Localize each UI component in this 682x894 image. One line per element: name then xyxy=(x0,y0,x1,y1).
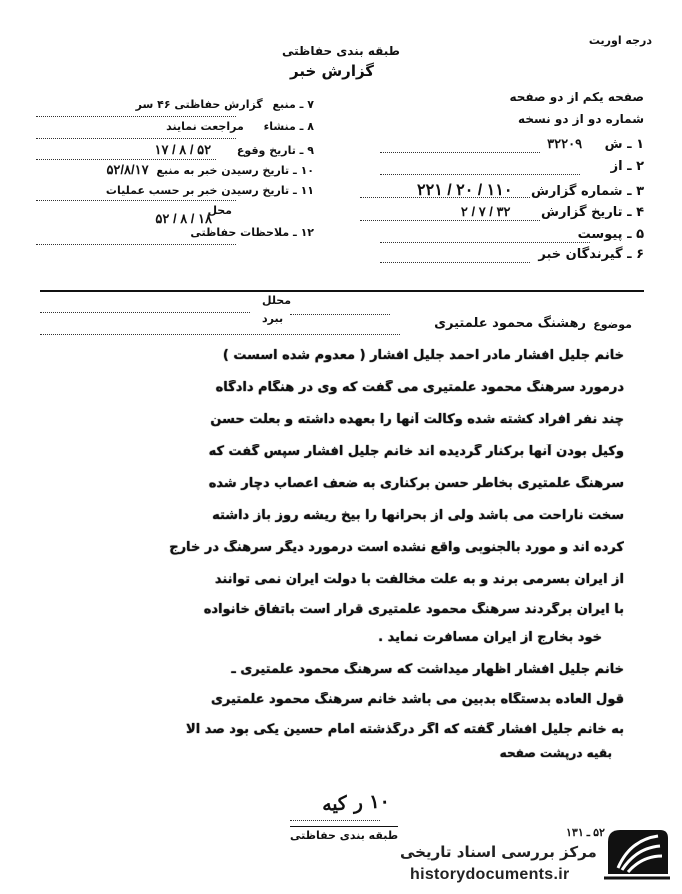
field-label: ۲ ـ از xyxy=(610,159,644,174)
field-label: محل xyxy=(207,204,232,217)
field-value: ۵۲ / ۸ / ۱۸ xyxy=(155,211,212,226)
field-row xyxy=(461,204,644,220)
body-line: چند نفر افراد کشته شده وکالت آنها را بعهده داشته و بعلت حسن xyxy=(210,412,624,427)
right-dots-3 xyxy=(360,197,530,198)
left-dots-1 xyxy=(36,116,236,117)
body-line: خانم جلیل افشار مادر احمد جلیل افشار ( معدوم شده اسست ) xyxy=(222,348,624,363)
archive-logo-icon xyxy=(600,820,674,886)
body-line: بقیه درپشت صفحه xyxy=(499,746,612,760)
subject-label: موضوع xyxy=(593,318,632,331)
subject-dots-bottom xyxy=(40,334,400,335)
left-dots-5 xyxy=(36,244,236,245)
field-value: ۵۲/۸/۱۷ xyxy=(106,162,149,177)
subject-side-label-1: محلل xyxy=(262,294,292,307)
field-value: گزارش حفاظتی ۴۶ سر xyxy=(135,98,263,111)
field-label: ۴ ـ تاریخ گزارش xyxy=(541,205,644,220)
field-row xyxy=(136,98,314,111)
right-dots-5 xyxy=(380,242,590,243)
agency-top: طبقه بندی حفاظتی xyxy=(282,44,400,58)
field-row xyxy=(154,142,314,158)
body-line: درمورد سرهنگ محمود علمتیری می گفت که وی در هنگام دادگاه xyxy=(215,380,624,395)
left-dots-3 xyxy=(36,159,216,160)
right-dots-1 xyxy=(380,152,540,153)
right-dots-6 xyxy=(380,262,530,263)
field-row xyxy=(190,226,314,239)
watermark-title: مرکز بررسی اسناد تاریخی xyxy=(400,843,597,861)
left-dots-4 xyxy=(36,200,236,201)
signature-dots xyxy=(290,820,380,821)
page-count: صفحه یکم از دو صفحه xyxy=(509,90,644,104)
field-value: مراجعت نمایند xyxy=(166,120,244,133)
field-row xyxy=(166,120,314,133)
body-line: به خانم جلیل افشار گفته که اگر درگذشته امام حسین یکی بود صد الا xyxy=(186,722,624,737)
body-line: خانم جلیل افشار اظهار میداشت که سرهنگ محمود علمتیری ـ xyxy=(231,662,624,677)
field-label: ۱۱ ـ تاریخ رسیدن خبر بر حسب عملیات xyxy=(105,184,314,197)
field-value: ۳۲ / ۷ / ۲ xyxy=(460,204,511,219)
field-label: ۱۲ ـ ملاحظات حفاظتی xyxy=(190,226,314,239)
field-value: ۵۲ / ۸ / ۱۷ xyxy=(154,142,212,157)
agency-bottom: طبقه بندی حفاظتی xyxy=(290,826,398,842)
field-row xyxy=(578,226,644,242)
subject-dots-left xyxy=(40,312,250,313)
subject-dots-mid xyxy=(290,314,390,315)
field-row xyxy=(155,208,212,227)
field-row xyxy=(106,184,314,197)
field-row xyxy=(611,158,644,174)
right-dots-4 xyxy=(360,220,540,221)
body-line: وکیل بودن آنها برکنار گردیده اند خانم جلیل افشار سپس گفت که xyxy=(208,444,624,459)
watermark-url: historydocuments.ir xyxy=(410,866,570,883)
subject-value: رهشنگ محمود علمتیری xyxy=(434,316,586,331)
body-line: از ایران بسرمی برند و به علت مخالفت با دولت ایران نمی توانند xyxy=(214,572,624,587)
body-line: با ایران برگردند سرهنگ محمود علمتیری قرار است باتفاق خانواده xyxy=(203,602,624,617)
form-title: گزارش خبر xyxy=(290,62,375,80)
field-value: ۱۱۰ / ۲۰ / ۲۲۱ xyxy=(417,182,513,199)
field-label: ۸ ـ منشاء xyxy=(263,120,314,133)
doc-number: ۵۲ ـ ۱۳۱ xyxy=(566,827,605,839)
field-label: ۹ ـ تاریخ وقوع xyxy=(236,144,314,157)
signature: ۱۰ ر کیه xyxy=(321,790,391,816)
body-line: کرده اند و مورد بالجنوبی واقع نشده است درمورد دیگر سرهنگ در خارج xyxy=(169,540,624,555)
field-label: ۶ ـ گیرندگان خبر xyxy=(538,247,644,262)
body-line: قول العاده بدستگاه بدبین می باشد خانم سرهنگ محمود علمتیری xyxy=(210,692,624,707)
field-label: ۳ ـ شماره گزارش xyxy=(530,184,644,199)
field-label: ۷ ـ منبع xyxy=(272,98,314,111)
subject-side-label-2: ببرد xyxy=(262,312,284,325)
body-line: خود بخارج از ایران مسافرت نماید . xyxy=(378,630,602,645)
body-line: سخت ناراحت می باشد ولی از بحرانها را بیخ ریشه روز باز داشته xyxy=(212,508,624,523)
right-dots-2 xyxy=(380,174,580,175)
field-row xyxy=(538,246,644,262)
field-row xyxy=(106,162,314,178)
field-value: ۳۲۲۰۹ xyxy=(547,136,583,151)
field-label: ۱ ـ ش xyxy=(604,137,644,152)
copy-count: شماره دو از دو نسخه xyxy=(518,112,644,126)
field-label: ۵ ـ پیوست xyxy=(577,227,644,242)
field-label: ۱۰ ـ تاریخ رسیدن خبر به منبع xyxy=(156,164,314,177)
classification-label: درجه اوریت xyxy=(588,34,652,47)
left-dots-2 xyxy=(36,138,236,139)
body-line: سرهنگ علمتیری بخاطر حسن برکناری به ضعف اعصاب دچار شده xyxy=(208,476,624,491)
field-row xyxy=(547,136,644,152)
header-separator xyxy=(40,290,644,292)
